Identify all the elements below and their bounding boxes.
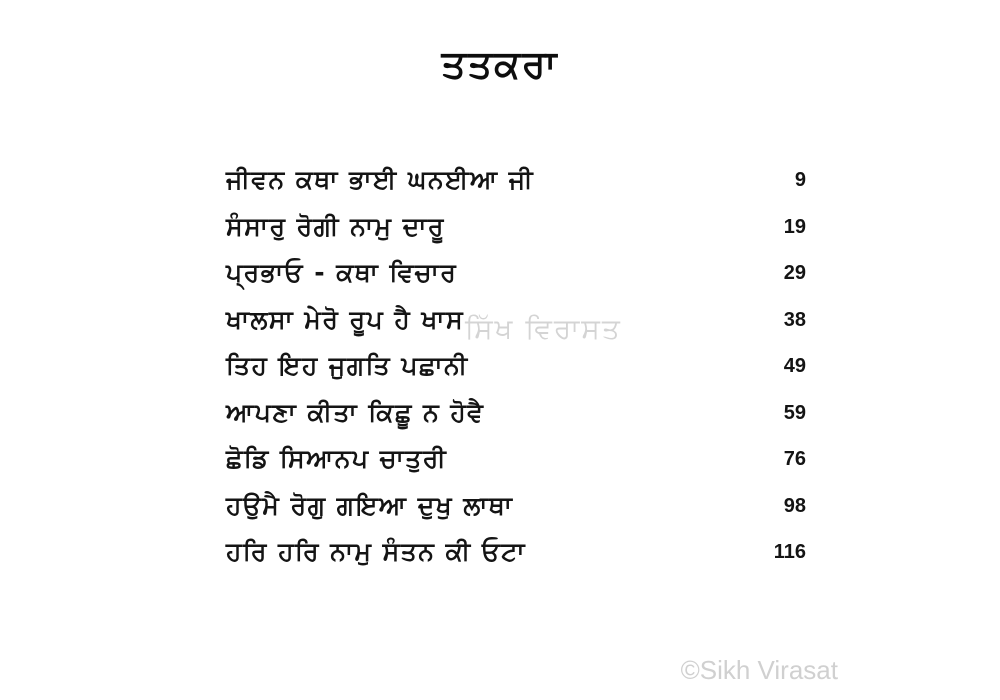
toc-entry-page: 38 <box>783 308 806 331</box>
toc-entry-page: 49 <box>783 355 806 377</box>
toc-entry-page: 9 <box>794 169 806 191</box>
toc-entry <box>226 160 806 207</box>
toc-entry-page: 76 <box>783 448 806 470</box>
toc-entry-page: 98 <box>783 494 806 517</box>
toc-entry-title: ਛੋਡਿ ਸਿਆਨਪ ਚਾਤੁਰੀ <box>226 444 448 473</box>
toc-entry-title: ਹਰਿ ਹਰਿ ਨਾਮੁ ਸੰਤਨ ਕੀ ਓਟਾ <box>226 537 526 566</box>
toc-entry <box>226 486 806 533</box>
copyright-notice: ©Sikh Virasat <box>680 655 838 685</box>
toc-entry-title: ਹਉਮੈ ਰੋਗੁ ਗਇਆ ਦੁਖੁ ਲਾਥਾ <box>226 490 514 520</box>
toc-entry <box>226 393 806 440</box>
toc-entry-title: ਪ੍ਰਭਾਓ - ਕਥਾ ਵਿਚਾਰ <box>226 258 458 287</box>
watermark-text: ਸਿੱਖ ਵਿਰਾਸਤ <box>465 312 622 345</box>
toc-entry <box>226 253 806 300</box>
toc-entry-page: 59 <box>783 401 806 424</box>
toc-entry-page: 116 <box>773 541 806 563</box>
toc-entry-title: ਸੰਸਾਰੁ ਰੋਗੀ ਨਾਮੁ ਦਾਰੂ <box>226 211 445 241</box>
toc-entry-page: 19 <box>783 215 806 238</box>
toc-entry-title: ਜੀਵਨ ਕਥਾ ਭਾਈ ਘਨਈਆ ਜੀ <box>226 165 535 194</box>
toc-entry <box>226 532 806 579</box>
table-of-contents <box>226 160 806 579</box>
toc-entry-title: ਆਪਣਾ ਕੀਤਾ ਕਿਛੂ ਨ ਹੋਵੈ <box>226 397 485 427</box>
toc-entry <box>226 346 806 393</box>
toc-entry-page: 29 <box>783 262 806 284</box>
toc-entry <box>226 439 806 486</box>
toc-entry-title: ਤਿਹ ਇਹ ਜੁਗਤਿ ਪਛਾਨੀ <box>226 351 469 380</box>
toc-entry-title: ਖਾਲਸਾ ਮੇਰੋ ਰੂਪ ਹੈ ਖਾਸ <box>226 304 465 334</box>
page-title: ਤਤਕਰਾ <box>441 42 559 86</box>
toc-entry <box>226 207 806 254</box>
